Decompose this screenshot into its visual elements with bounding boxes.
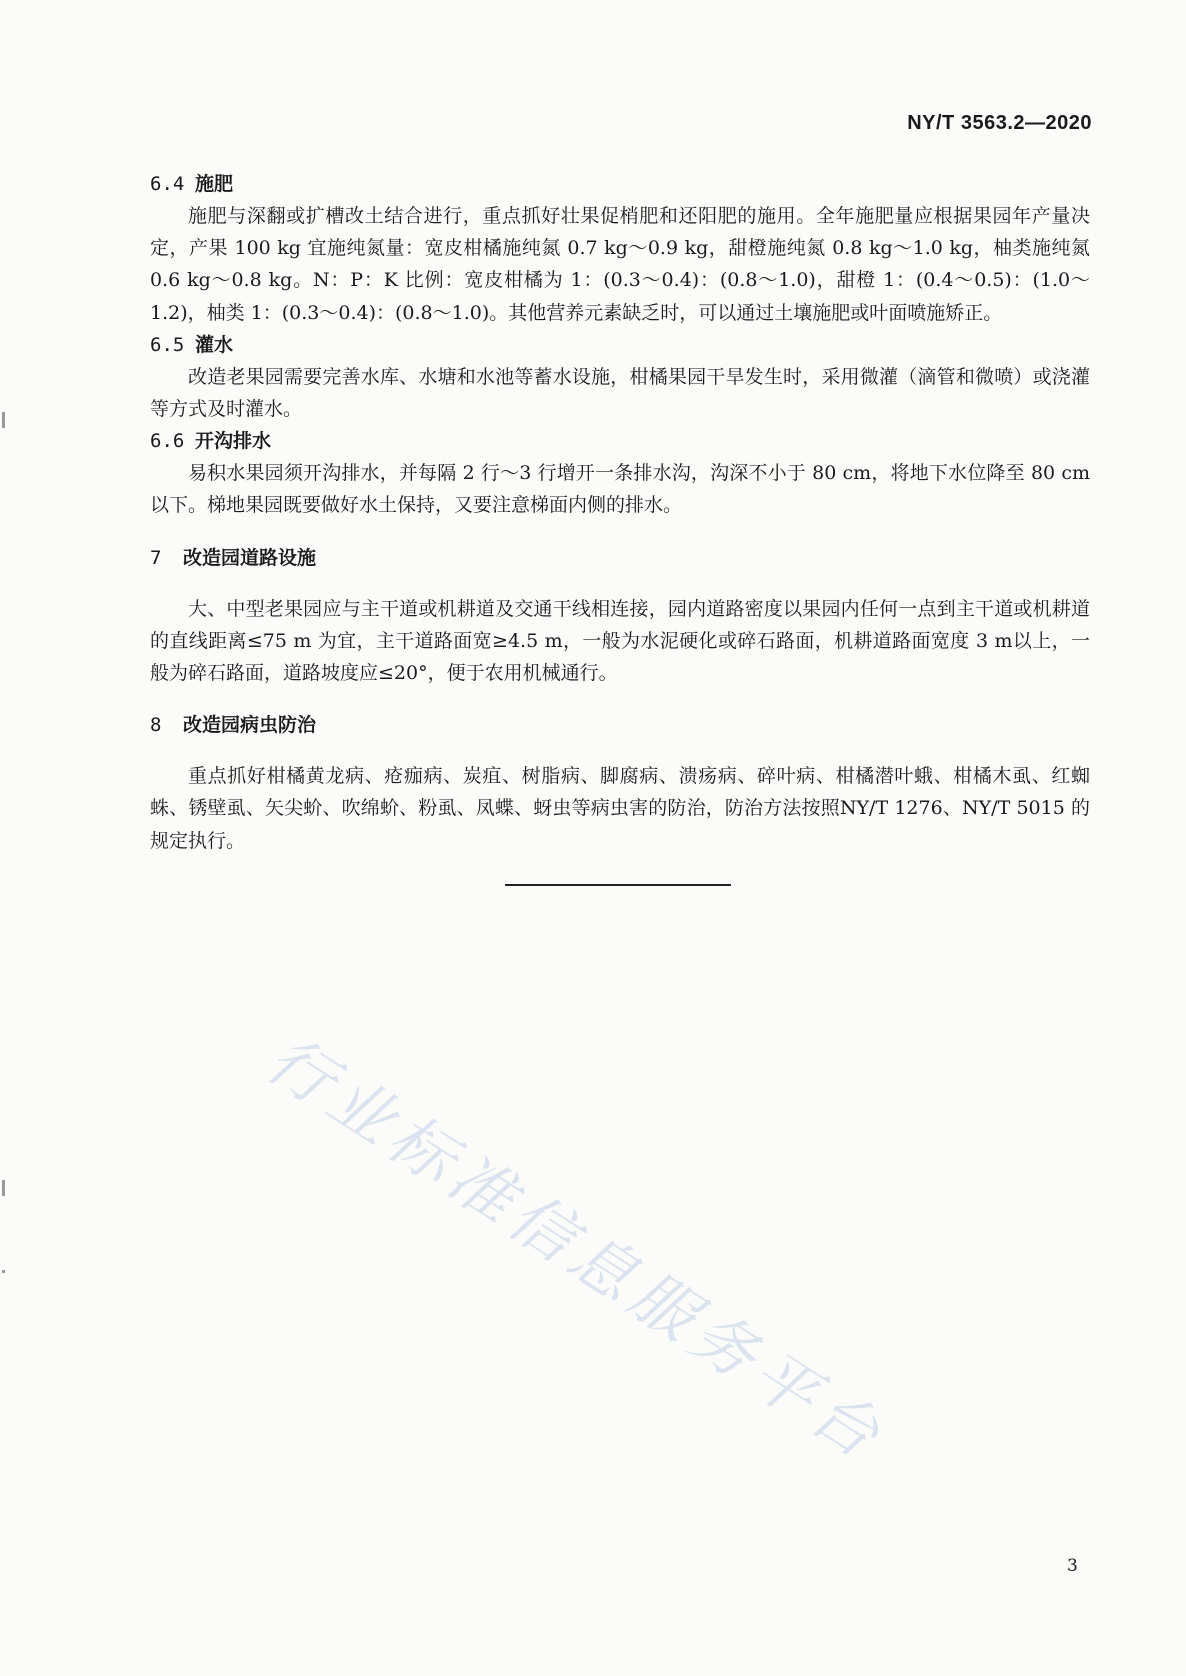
section-number: 6.6 — [150, 430, 185, 453]
section-6-4-heading — [150, 168, 1090, 200]
section-title: 改造园病虫防治 — [183, 714, 317, 737]
section-6-5-paragraph: 改造老果园需要完善水库、水塘和水池等蓄水设施，柑橘果园干旱发生时，采用微灌（滴管和微喷）或浇灌等方式及时灌水。 — [150, 365, 1090, 421]
document-body — [150, 168, 1090, 857]
scan-artifact — [2, 1180, 5, 1196]
scan-artifact — [2, 1270, 5, 1273]
section-8-heading — [150, 709, 1090, 741]
end-of-document-rule — [505, 884, 731, 886]
section-6-4-paragraph: 施肥与深翻或扩槽改土结合进行，重点抓好壮果促梢肥和还阳肥的施用。全年施肥量应根据果园年产量决定，产果 100 kg 宜施纯氮量：宽皮柑橘施纯氮 0.7 kg～0.9 kg，甜橙施纯氮 0.8 kg～1.0 kg，柚类施纯氮0.6 kg～0.8 kg。N：P：K 比例：宽皮柑橘为 1：(0.3～0.4)：(0.8～1.0)，甜橙 1：(0.4～0.5)：(1.0～1.2)，柚类 1：(0.3～0.4)：(0.8～1.0)。其他营养元素缺乏时，可以通过土壤施肥或叶面喷施矫正。 — [150, 205, 1090, 324]
section-8-paragraph: 重点抓好柑橘黄龙病、疮痂病、炭疽、树脂病、脚腐病、溃疡病、碎叶病、柑橘潜叶蛾、柑橘木虱、红蜘蛛、锈壁虱、矢尖蚧、吹绵蚧、粉虱、凤蝶、蚜虫等病虫害的防治，防治方法按照NY/T 1276、NY/T 5015 的规定执行。 — [150, 765, 1090, 852]
scan-artifact — [2, 412, 5, 428]
section-number: 7 — [150, 546, 162, 569]
section-title: 开沟排水 — [195, 430, 272, 453]
section-number: 6.4 — [150, 173, 185, 195]
section-number: 6.5 — [150, 333, 185, 356]
section-6-6-paragraph: 易积水果园须开沟排水，并每隔 2 行～3 行增开一条排水沟，沟深不小于 80 cm，将地下水位降至 80 cm以下。梯地果园既要做好水土保持，又要注意梯面内侧的排水。 — [150, 462, 1090, 517]
standard-code: NY/T 3563.2—2020 — [907, 112, 1092, 134]
section-title: 改造园道路设施 — [183, 546, 317, 569]
section-6-6-heading — [150, 425, 1090, 457]
section-title: 灌水 — [195, 333, 234, 356]
section-number: 8 — [150, 714, 162, 737]
section-6-5-heading — [150, 329, 1090, 361]
section-title: 施肥 — [195, 173, 234, 195]
watermark: 行业标准信息服务平台 — [253, 1022, 898, 1477]
page-number: 3 — [1067, 1556, 1078, 1576]
section-7-paragraph: 大、中型老果园应与主干道或机耕道及交通干线相连接，园内道路密度以果园内任何一点到主干道或机耕道的直线距离≤75 m 为宜，主干道路面宽≥4.5 m，一般为水泥硬化或碎石路面，机耕道路面宽度 3 m以上，一般为碎石路面，道路坡度应≤20°，便于农用机械通行。 — [150, 597, 1090, 685]
section-7-heading — [150, 542, 1090, 574]
